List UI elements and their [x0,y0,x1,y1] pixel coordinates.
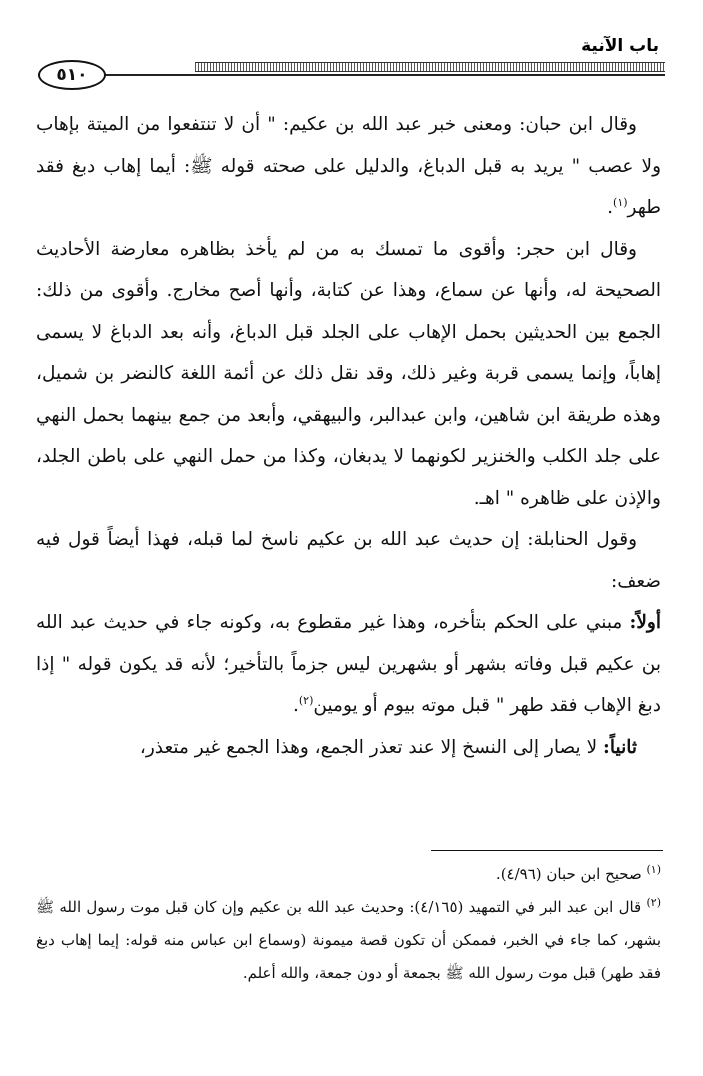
footnote-ref-1: (١) [613,195,628,209]
page-header [38,30,665,90]
page-number: ٥١٠ [38,60,106,90]
paragraph-ibn-hajar [36,229,661,520]
paragraph-text: وقول الحنابلة: إن حديث عبد الله بن عكيم ناسخ لما قبله، فهذا أيضاً قول فيه ضعف: [36,529,661,592]
paragraph-first-point [36,602,661,727]
paragraph-end: . [292,695,299,716]
point-label: ثانياً: [603,736,637,758]
footnote-text: قال ابن عبد البر في التمهيد (٤/١٦٥): وحديث عبد الله بن عكيم وإن كان قبل موت رسول الله ﷺ بشهر، كما جاء في الخبر، فممكن أن تكون قصة ميمونة (وسماع ابن عباس منه قوله: إيما إهاب دبغ فقد طهر) قبل موت رسول الله ﷺ بجمعة أو دون جمعة، والله أعلم. [36,898,661,982]
footnote-divider [431,850,663,851]
footnote-ref-2: (٢) [298,693,314,707]
footnotes [36,858,661,990]
paragraph-end: . [607,197,614,218]
paragraph-second-point [36,727,661,769]
header-rule [93,74,665,76]
paragraph-text: وقال ابن حجر: وأقوى ما تمسك به من لم يأخذ بظاهره معارضة الأحاديث الصحيحة له، وأنها عن سماع، وهذا عن كتابة، وأنها أصح مخارج. وأقوى من ذلك: الجمع بين الحديثين بحمل الإهاب على الجلد قبل الدباغ، وأنه بعد الدباغ لا يسمى إهاباً، وإنما يسمى قربة وغير ذلك، وقد نقل ذلك عن أئمة اللغة كالنضر بن شميل، وهذه طريقة ابن شاهين، وابن عبدالبر، والبيهقي، وأبعد من جمع بينهما بحمل النهي على جلد الكلب والخنزير لكونهما لا يدبغان، وكذا من حمل النهي على باطن الجلد، والإذن على ظاهره " اهـ. [36,238,661,509]
footnote-mark: (١) [646,863,661,876]
paragraph-hanabila [36,519,661,602]
main-text [36,104,661,768]
footnote-1 [36,858,661,891]
paragraph-text: وقال ابن حبان: ومعنى خبر عبد الله بن عكيم: " أن لا تنتفعوا من الميتة بإهاب ولا عصب " يريد به قبل الدباغ، والدليل على صحته قوله ﷺ: أيما إهاب دبغ فقد طهر [36,114,661,218]
header-ornament-rule [195,62,665,72]
footnote-text: صحيح ابن حبان (٤/٩٦). [495,865,647,883]
footnote-mark: (٢) [646,896,661,909]
paragraph-text: لا يصار إلى النسخ إلا عند تعذر الجمع، وهذا الجمع غير متعذر، [139,736,604,758]
point-label: أولاً: [629,612,661,633]
running-title: باب الآنية [581,36,659,56]
paragraph-text: مبني على الحكم بتأخره، وهذا غير مقطوع به، وكونه جاء في حديث عبد الله بن عكيم قبل وفاته بشهر أو بشهرين ليس جزماً بالتأخير؛ لأنه قد يكون قوله " إذا دبغ الإهاب فقد طهر " قبل موته بيوم أو يومين [36,612,661,716]
footnote-2 [36,891,661,990]
paragraph-ibn-hibban [36,104,661,229]
